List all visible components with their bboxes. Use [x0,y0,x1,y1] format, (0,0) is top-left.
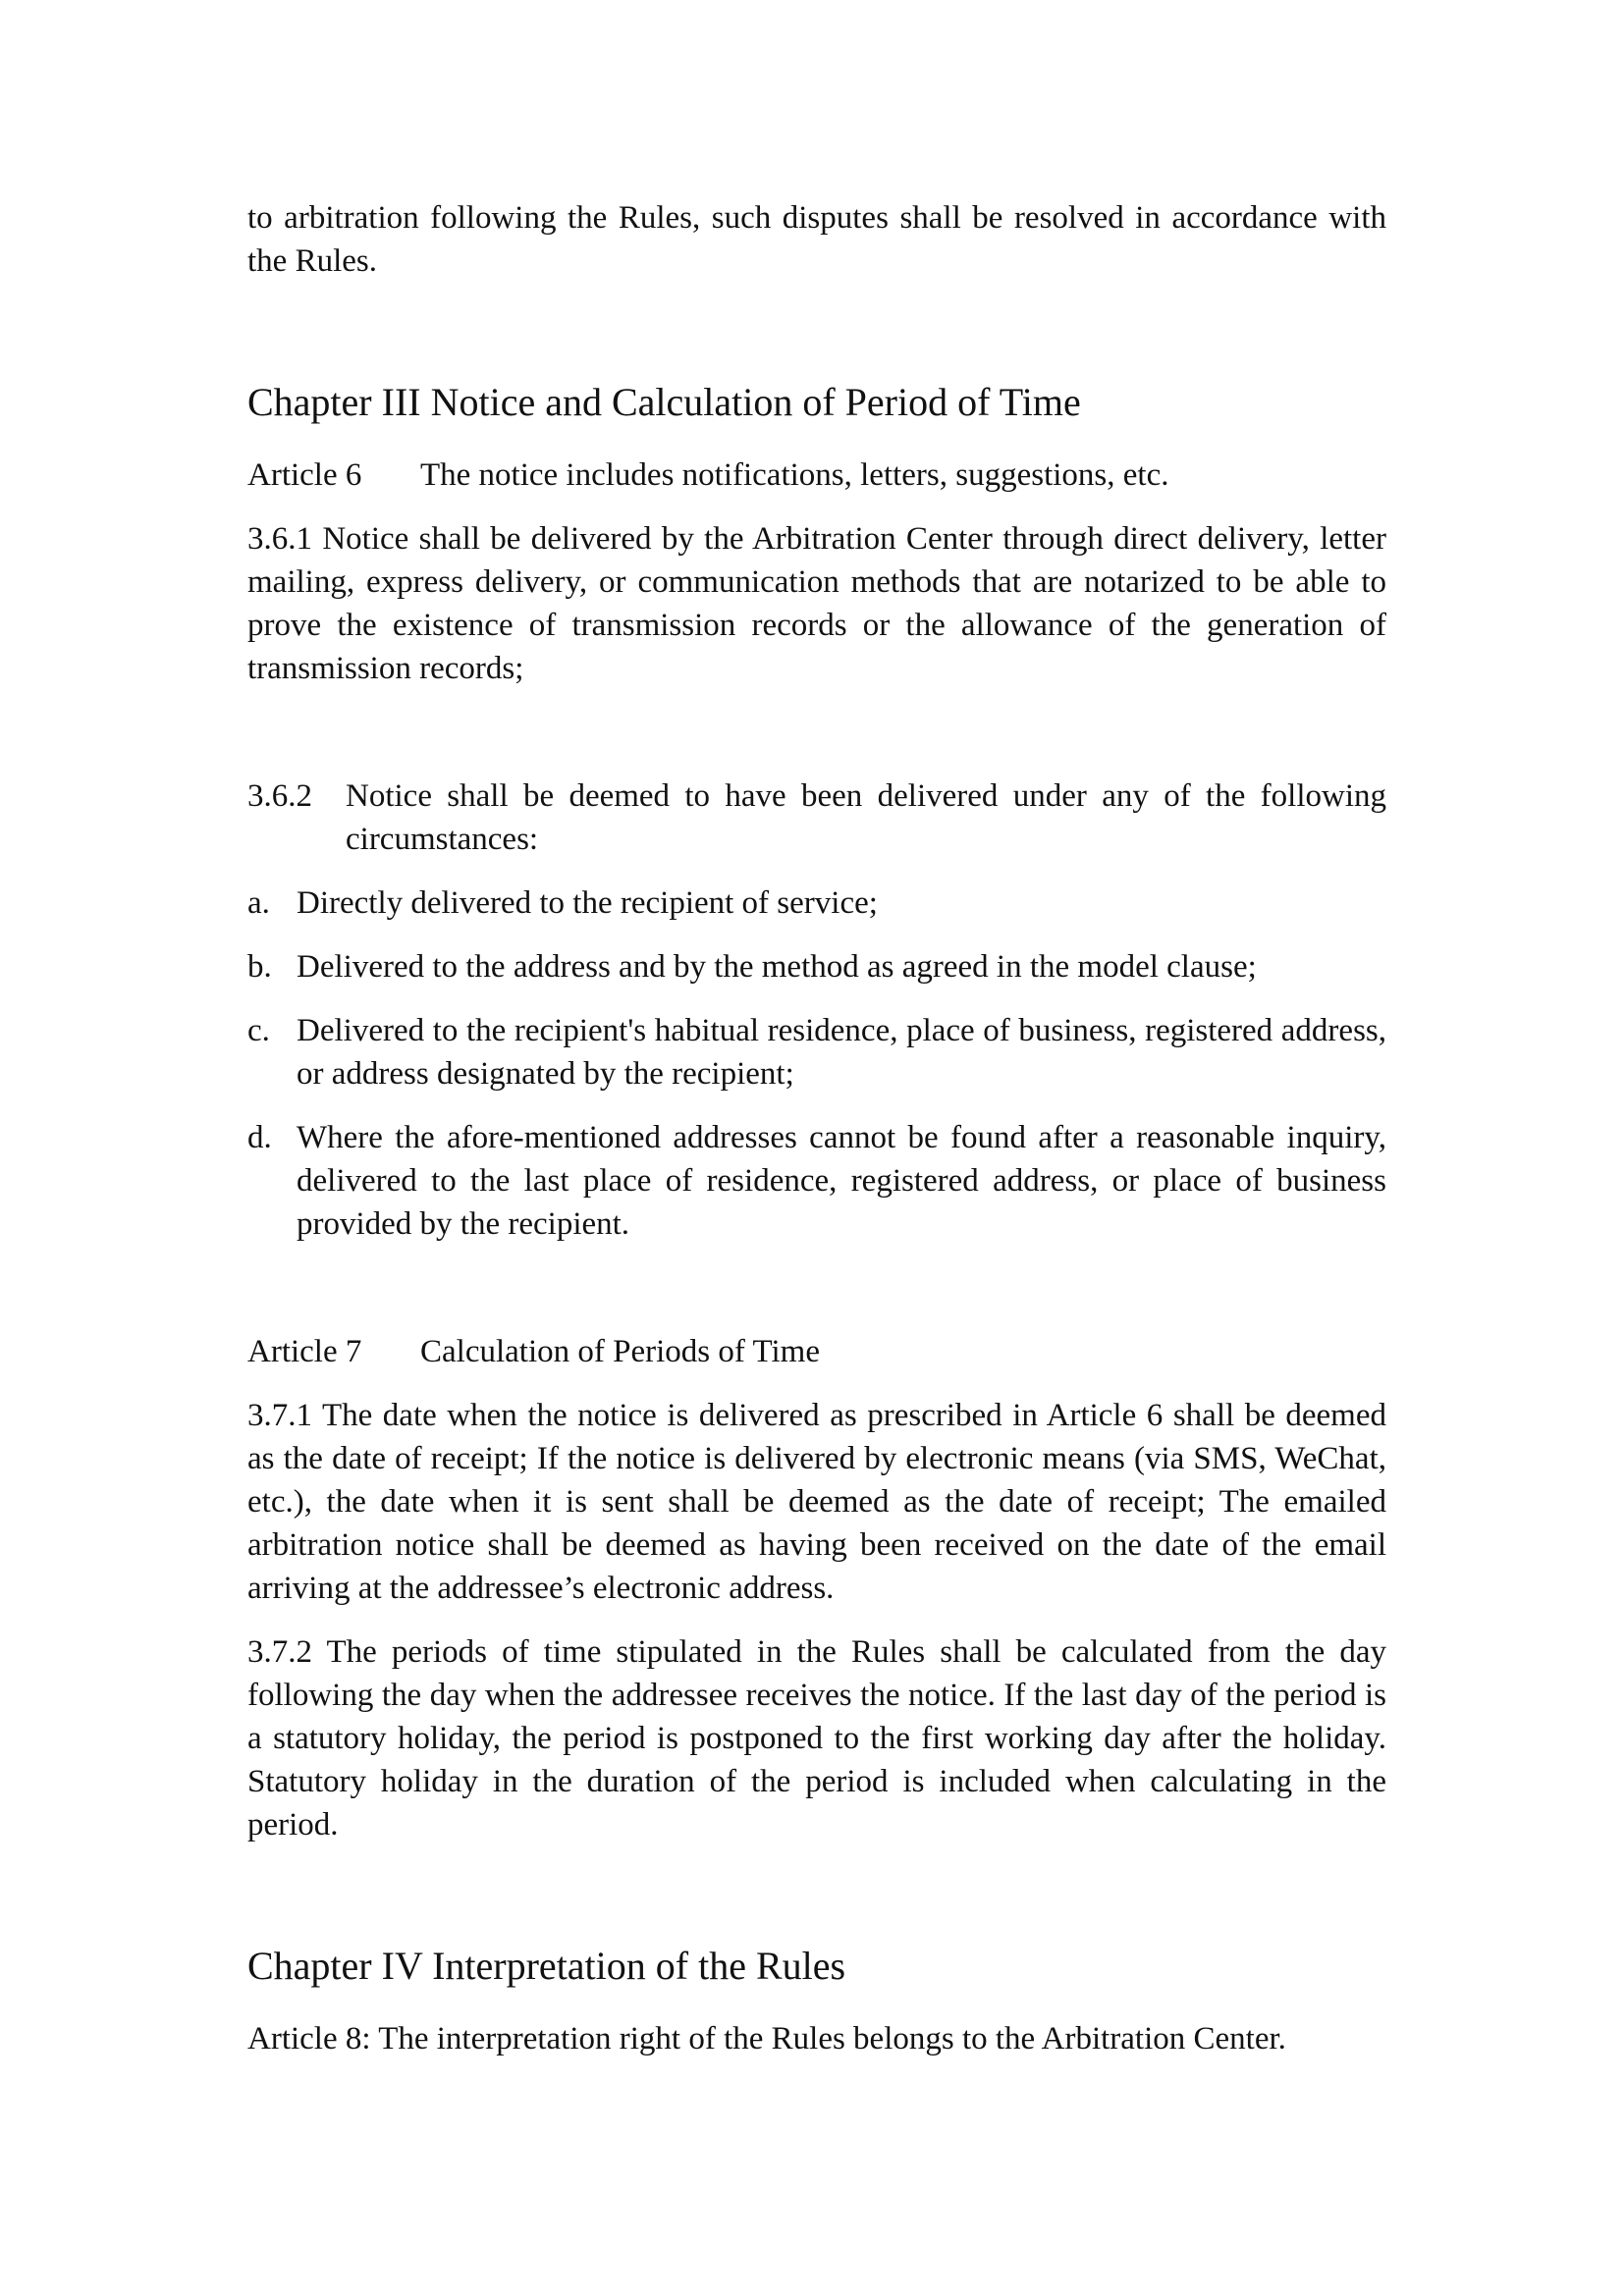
list-item [247,1009,1386,1095]
list-item-marker: b. [247,949,272,985]
list-item-text: Delivered to the address and by the method as agreed in the model clause; [297,949,1257,985]
article-8-paragraph: Article 8: The interpretation right of the Rules belongs to the Arbitration Center. [247,2021,1286,2056]
chapter-3-heading: Chapter III Notice and Calculation of Period of Time [247,380,1081,424]
list-item [247,1116,1386,1246]
list-item-marker: a. [247,885,270,921]
article-7-heading [247,1330,1386,1373]
list-item-text: Directly delivered to the recipient of service; [297,885,878,921]
article-6-heading [247,454,1386,497]
list-item-marker: d. [247,1120,272,1155]
list-item-text: Delivered to the recipient's habitual residence, place of business, registered address, or address designated by the recipient; [297,1013,1386,1092]
article-6-title: The notice includes notifications, letters, suggestions, etc. [420,457,1169,493]
article-6-number: Article 6 [247,457,362,493]
list-item [247,945,1386,988]
clause-3-7-1: 3.7.1 The date when the notice is delivered as prescribed in Article 6 shall be deemed as the date of receipt; If the notice is delivered by electronic means (via SMS, WeChat, etc.), the date when it is sent shall be deemed as the date of receipt; The emailed arbitration notice shall be deemed as having been received on the date of the email arriving at the addressee’s electronic address. [247,1398,1386,1606]
clause-3-6-1: 3.6.1 Notice shall be delivered by the Arbitration Center through direct delivery, letter mailing, express delivery, or communication methods that are notarized to be able to prove the existence of transmission records or the allowance of the generation of transmission records; [247,521,1386,686]
list-item-marker: c. [247,1013,270,1048]
list-item [247,881,1386,925]
document-page [247,196,1386,2060]
clause-3-6-2-number: 3.6.2 [247,778,312,814]
article-7-number: Article 7 [247,1334,362,1369]
clause-3-6-2-text: Notice shall be deemed to have been delivered under any of the following circumstances: [346,778,1386,857]
intro-paragraph: to arbitration following the Rules, such disputes shall be resolved in accordance with the Rules. [247,200,1386,279]
clause-3-6-2 [247,774,1386,861]
chapter-4-heading: Chapter IV Interpretation of the Rules [247,1944,846,1988]
list-item-text: Where the afore-mentioned addresses cannot be found after a reasonable inquiry, delivered to the last place of residence, registered address, or place of business provided by the recipient. [297,1120,1386,1242]
clause-3-7-2: 3.7.2 The periods of time stipulated in the Rules shall be calculated from the day following the day when the addressee receives the notice. If the last day of the period is a statutory holiday, the period is postponed to the first working day after the holiday. Statutory holiday in the duration of the period is included when calculating in the period. [247,1634,1386,1842]
article-7-title: Calculation of Periods of Time [420,1334,820,1369]
